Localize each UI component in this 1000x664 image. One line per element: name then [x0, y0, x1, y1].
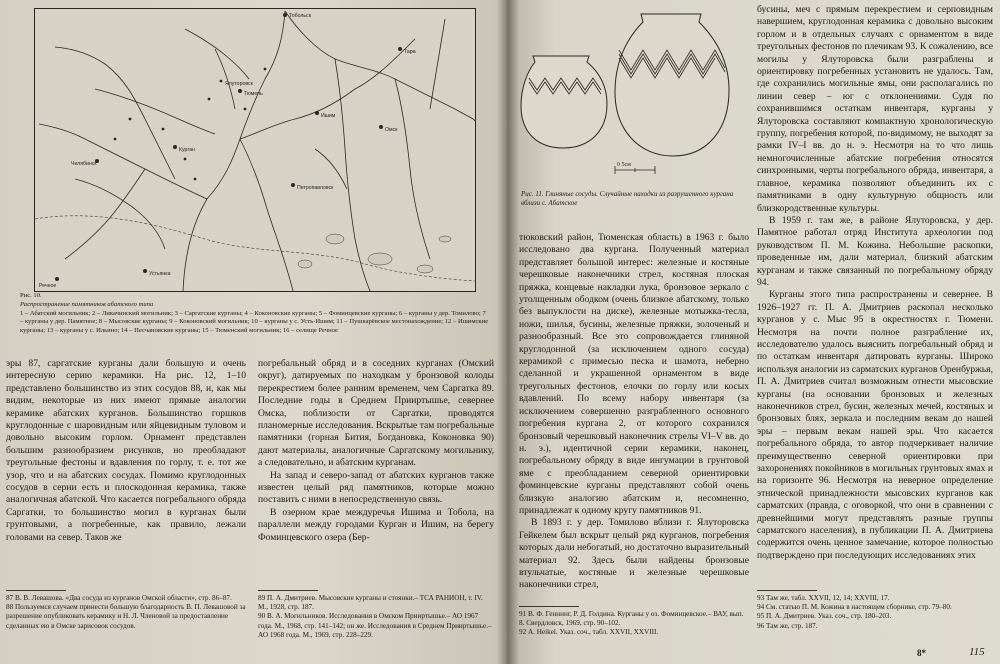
paragraph: В 1959 г. там же, в районе Ялуторовска, у дер. Памятное работал отряд Института археологии под руководством П. М. Кожина. Небольшие раскопки, проведенные им, дали материал, близкий абатским курганам и также связанный по погребальному обряду 94. — [757, 214, 993, 288]
footnotes-right-2 — [757, 594, 993, 631]
paragraph: бусины, меч с прямым перекрестием и серповидным навершием, круглодонная керамика с довольно высоким горлом и в отдельных случаях с орнаментом в виде треугольных фестонов по плечикам 93. К сожалению, все могилы у Ялуторовска были разграблены и ориентировку погребенных установить не удалось. Там, где сохранились могильные ямы, они располагались по линии север – юг с отклонениями. Судя по сохранившимся остаткам инвентаря, курганы у Ялуторовска составляют компактную хронологическую группу, погребения которой, по-видимому, не выходят за рамки IV–I вв. до н. э. Несмотря на то что лишь немногочисленные абатские погребения относятся синхронными, черты погребального обряда, инвентаря, а главное, керамика позволяют объединить их с памятниками в одну культурную общность или близкородственные культуры. — [757, 4, 993, 214]
map-caption — [20, 292, 490, 336]
map-label-tobolsk: Тобольск — [289, 13, 311, 19]
map-label-kurgan: Курган — [179, 147, 195, 153]
right-page — [507, 0, 1000, 664]
footnote-rule — [519, 606, 579, 607]
footnote: 95 П. А. Дмитриев. Указ. соч., стр. 180–203. — [757, 612, 892, 621]
text-column-2 — [258, 358, 494, 544]
footnote-rule — [258, 590, 318, 591]
paragraph: В озерном крае междуречья Ишима и Тобола, на параллели между городами Курган и Ишим, на берегу Фоминцевского озера (Бер- — [258, 506, 494, 543]
map-label-ishim: Ишим — [321, 113, 336, 119]
footnotes-right-1 — [519, 610, 749, 638]
scale-label: 0 5см — [617, 162, 631, 168]
footnote: 87 В. В. Левашова. «Два сосуда из курганов Омской области», стр. 86–87. — [6, 594, 232, 602]
paragraph: эры 87, саргатские курганы дали большую и очень интересную серию керамики. На рис. 12, 1–10 представлено большинство из этих сосудов 88, и, как мы видим, некоторые из них имеют прямые аналогии керамике абатских курганов. Большинство горшков круглодонные с шаровидным или яйцевидным туловом и довольно высоким горлом. Орнамент представлен большим разнообразием рисунков, но преобладают треугольные фестоны и вдавления по горлу, т. е. тот же узор, что и на абатских сосудах. Помимо круглодонных сосудов в серии есть и плоскодонная керамика, также аналогичная абатской. Что касается погребального обряда Саргатки, то большинство могил в курганах были грунтовыми, а погребенные, как правило, лежали головами на север. Таков же — [6, 358, 246, 543]
footnote: 89 П. А. Дмитриев. Мысовские курганы и стоянки.– ТСА РАНИОН, т. IV. М., 1928, стр. 187. — [258, 594, 483, 612]
signature-mark: 8* — [917, 648, 926, 658]
map-drawing — [35, 9, 475, 291]
footnote: 96 Там же, стр. 187. — [757, 621, 818, 630]
paragraph: На запад и северо-запад от абатских курганов также известен целый ряд памятников, которые можно поставить с ними в непосредственную связь. — [258, 469, 494, 506]
footnote: 90 В. А. Могильников. Исследования в Омском Прииртышье.– АО 1967 года. М., 1968, стр. 141–142; он же. Исследования в Среднем Прииртышье.– АО 1968 года. М., 1969, стр. 228–229. — [258, 612, 492, 639]
footnotes-left-2 — [258, 594, 494, 640]
footnote: 93 Там же, табл. XXVII, 12, 14; XXVIII, 17. — [757, 594, 890, 602]
footnote: 88 Пользуемся случаем принести большую благодарность В. П. Левашовой за разрешение опубликовать керамику и Н. Л. Членовой за предоставление сделанных ею в Омске зарисовок сосудов. — [6, 603, 246, 630]
map-label-tyumen: Тюмень — [244, 91, 263, 97]
paragraph: Курганы этого типа распространены и севернее. В 1926–1927 гг. П. А. Дмитриев раскопал несколько курганов у с. Мыс 95 в окрестностях г. Тюмени. Несмотря на почти полное разграбление их, исследователю удалось выяснить погребальный обряд и по остаткам инвентаря датировать курганы. Широко используя аналогии из сарматских курганов Оренбуржья, П. А. Дмитриев считал возможным отнести мысовские курганы (на основании бронзовых и железных наконечников стрел, бусин, железных мечей, костяных и бронзовых блях, зеркала и последним векам до нашей эры – первым векам нашей эры. Что касается погребального обряда, то автор подчеркивает наличие преимущественно северной ориентировки при захоронениях покойников в могильных грунтовых ямах и на горизонте 96. Несмотря на неверное определение этнической принадлежности мысовских курганов как сарматских (правда, с оговоркой, что они в сравнении с древнейшими могут представлять разные группы сарматского населения), в публикации П. А. Дмитриева содержится очень ценное замечание, которое полностью подтверждено при последующих исследованиях этих — [757, 289, 993, 561]
map-label-tara: Тара — [404, 49, 416, 55]
vessels-drawing — [515, 6, 745, 194]
map-label-rechnoe: Речное — [39, 283, 57, 289]
map-caption-title: Распространение памятников абатского типа — [20, 300, 154, 308]
map-caption-number: Рис. 10. — [20, 292, 42, 299]
paragraph: погребальный обряд и в соседних курганах (Омский округ), датируемых по находкам у бронзовой колоды перекрестием более ранним временем, чем Саргатка 89. Последние годы в Среднем Прииртышье, севернее Омска, поблизости от Саргатки, проводятся планомерные исследования. Вскрытые там погребальные памятники (горная Бития, Богдановка, Коконовка 90) дают материалы, аналогичные Саргатскому могильнику, а следовательно, и абатским курганам. — [258, 358, 494, 469]
footnotes-left-1 — [6, 594, 246, 631]
vessels-caption: Рис. 11. Глиняные сосуды. Случайные находки из разрушенного кургана вблизи с. Абатское — [521, 190, 734, 207]
paragraph: В 1893 г. у дер. Томилово вблизи г. Ялуторовска Гейкелем был вскрыт целый ряд курганов, погребения которых дали небогатый, но достаточно выразительный материал 92. Здесь были найдены бронзовые втульчатые, костяные и железные черешковые наконечники стрел, — [519, 517, 749, 591]
map-figure — [34, 8, 476, 292]
footnote-rule — [6, 590, 66, 591]
map-label-petropavlovsk: Петропавловск — [297, 185, 334, 191]
footnote: 94 См. статью П. М. Кожина в настоящем сборнике, стр. 79–80. — [757, 603, 952, 612]
footnote-rule — [757, 590, 817, 591]
vessels-figure — [515, 6, 745, 194]
text-column-3 — [519, 232, 749, 592]
map-caption-legend: 1 – Абатский могильник; 2 – Ликачинский могильник; 3 – Саргатские курганы; 4 – Коконовские курганы; 5 – Фоминцевские курганы; 6 – курганы у дер. Томилово; 7 – курганы у дер. Памятное; 8 – Мысовские курганы; 9 – Коконовский могильник; 10 – курганы у с. Усть-Ишим; 11 – Пушкарёвское местонахождение; 12 – Ишимские курганы; 13 – курганы у с. Ильино; 14 – Песчановские курганы; 15 – Тюменский могильник; 16 – селище Речное — [20, 309, 489, 335]
page-number: 115 — [969, 646, 985, 658]
map-label-ustyanka: Устьянка — [149, 271, 171, 277]
text-column-1 — [6, 358, 246, 544]
footnote: 92 А. Heikel. Указ. соч., табл. XXVII, XXVIII. — [519, 628, 659, 637]
paragraph: тюковский район, Тюменская область) в 1963 г. было исследовано два кургана. Полученный материал представляет большой интерес: железные и костяные черешковые наконечники стрел, костяная плоская пряжка, концевые накладки лука, бронзовое зеркало с утолщенным ободком (очень близкое абатскому, только без выпуклости на диске), железные мотыжка-тесла, ножи, шилья, бусины, железные пряжки, золоченый и разнообразный. Все это сопровождается глиняной круглодонной (за исключением одного сосуда) керамикой с примесью песка и шамота, неберно сделанной и украшенной орнаментом в виде треугольных фестонов, елочки по горлу или косых вдавлений. По всему набору инвентаря (за исключением совершенно разграбленного основного погребения кургана 2, от которого сохранился бронзовый черешковый наконечник стрелы VI–V вв. до н. э.), идентичной серии керамики, наконец, погребальному обряду в виде ингумации в грунтовой яме с преобладанием северной ориентировки фоминцевские курганы представляют собой очень близкую аналогию абатским и, несомненно, принадлежат к одному кругу памятников 91. — [519, 232, 749, 516]
text-column-4 — [757, 4, 993, 562]
map-label-yalutorovsk: Ялуторовск — [225, 81, 253, 87]
map-label-omsk: Омск — [385, 127, 398, 133]
map-label-chelyabinsk: Челябинск — [71, 161, 97, 167]
footnote: 91 В. Ф. Геннинг, Р. Д. Голдина. Курганы у оз. Фоминцевское.– ВАУ, вып. 8. Свердловск, 1969, стр. 90–102. — [519, 610, 744, 628]
